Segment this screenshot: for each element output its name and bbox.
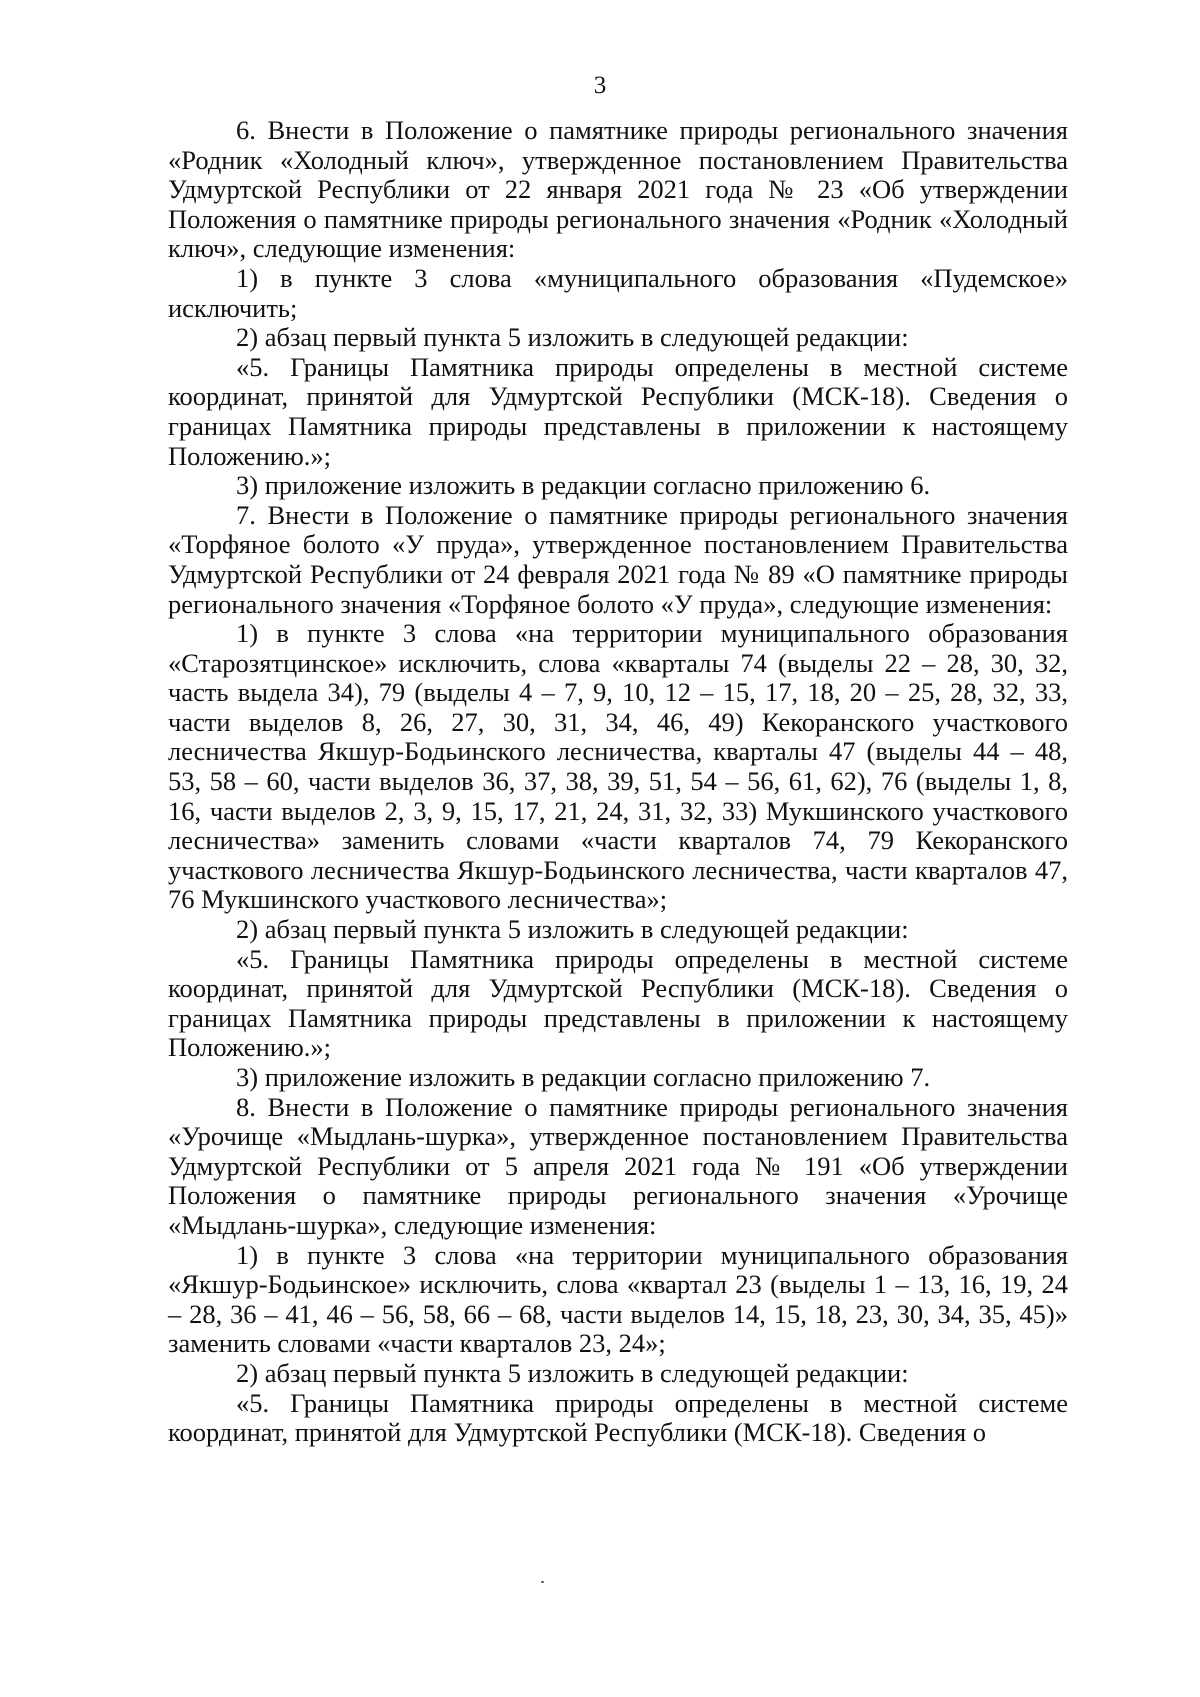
scan-artifact [541, 1581, 544, 1583]
paragraph-8-intro: 8. Внести в Положение о памятнике природы регионального значения «Урочище «Мыдлань-шурка», утвержденное постановлением Правительства Удмуртской Республики от 5 апреля 2021 года № 191 «Об утверждении Положения о памятнике природы регионального значения «Урочище «Мыдлань-шурка», следующие изменения: [168, 1091, 1068, 1240]
paragraph-6-item-3: 3) приложение изложить в редакции согласно приложению 6. [236, 470, 931, 501]
paragraph-6-item-2: 2) абзац первый пункта 5 изложить в следующей редакции: [236, 322, 909, 353]
paragraph-7-intro: 7. Внести в Положение о памятнике природы регионального значения «Торфяное болото «У пруда», утвержденное постановлением Правительства Удмуртской Республики от 24 февраля 2021 года № 89 «О памятнике природы регионального значения «Торфяное болото «У пруда», следующие изменения: [168, 499, 1068, 619]
document-body [168, 116, 1068, 1448]
paragraph-6-intro: 6. Внести в Положение о памятнике природы регионального значения «Родник «Холодный ключ», утвержденное постановлением Правительства Удмуртской Республики от 22 января 2021 года № 23 «Об утверждении Положения о памятнике природы регионального значения «Родник «Холодный ключ», следующие изменения: [168, 115, 1068, 264]
paragraph-8-quote: «5. Границы Памятника природы определены в местной системе координат, принятой для Удмуртской Республики (МСК-18). Сведения о [168, 1387, 1068, 1448]
paragraph-7-item-3: 3) приложение изложить в редакции согласно приложению 7. [236, 1062, 931, 1092]
paragraph-8-item-1: 1) в пункте 3 слова «на территории муниципального образования «Якшур-Бодьинское» исключить, слова «квартал 23 (выделы 1 – 13, 16, 19, 24 – 28, 36 – 41, 46 – 56, 58, 66 – 68, части выделов 14, 15, 18, 23, 30, 34, 35, 45)» заменить словами «части кварталов 23, 24»; [168, 1239, 1068, 1359]
paragraph-8-item-2: 2) абзац первый пункта 5 изложить в следующей редакции: [236, 1357, 909, 1388]
paragraph-7-quote: «5. Границы Памятника природы определены в местной системе координат, принятой для Удмуртской Республики (МСК-18). Сведения о границах Памятника природы представлены в приложении к настоящему Положению.»; [168, 943, 1068, 1063]
paragraph-6-item-1: 1) в пункте 3 слова «муниципального образования «Пудемское» исключить; [168, 262, 1068, 323]
page-number: 3 [593, 72, 607, 99]
paragraph-7-item-1: 1) в пункте 3 слова «на территории муниципального образования «Старозятцинское» исключить, слова «кварталы 74 (выделы 22 – 28, 30, 32, часть выдела 34), 79 (выделы 4 – 7, 9, 10, 12 – 15, 17, 18, 20 – 25, 28, 32, 33, части выделов 8, 26, 27, 30, 31, 34, 46, 49) Кекоранского участкового лесничества Якшур-Бодьинского лесничества, кварталы 47 (выделы 44 – 48, 53, 58 – 60, части выделов 36, 37, 38, 39, 51, 54 – 56, 61, 62), 76 (выделы 1, 8, 16, части выделов 2, 3, 9, 15, 17, 21, 24, 31, 32, 33) Мукшинского участкового лесничества» заменить словами «части кварталов 74, 79 Кекоранского участкового лесничества Якшур-Бодьинского лесничества, части кварталов 47, 76 Мукшинского участкового лесничества»; [168, 618, 1068, 915]
paragraph-6-quote: «5. Границы Памятника природы определены в местной системе координат, принятой для Удмуртской Республики (МСК-18). Сведения о границах Памятника природы представлены в приложении к настоящему Положению.»; [168, 351, 1068, 471]
paragraph-7-item-2: 2) абзац первый пункта 5 изложить в следующей редакции: [236, 914, 909, 945]
